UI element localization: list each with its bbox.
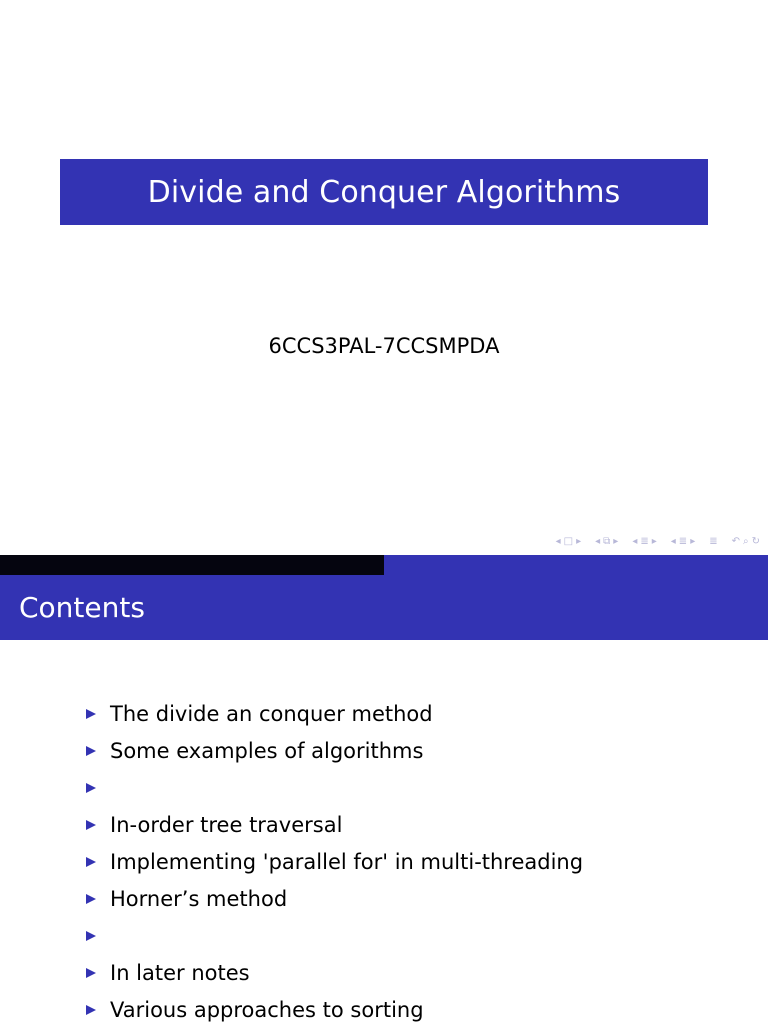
arrow-left-icon[interactable]: ◂ — [632, 536, 638, 547]
list-item — [86, 806, 583, 843]
list-item — [86, 769, 583, 806]
list-item-text: Some examples of algorithms — [110, 738, 424, 763]
list-item-text: Implementing 'parallel for' in multi-threading — [110, 849, 584, 874]
list-item — [86, 954, 583, 991]
triangle-bullet-icon — [86, 1005, 96, 1015]
frame-icon[interactable]: □ — [563, 536, 574, 547]
subsection-icon[interactable]: ⧉ — [603, 536, 611, 547]
triangle-bullet-icon — [86, 746, 96, 756]
title-box — [60, 159, 708, 225]
triangle-bullet-icon — [86, 968, 96, 978]
progress-bar-fill — [0, 555, 384, 575]
list-item — [86, 843, 583, 880]
contents-slide — [0, 555, 768, 1024]
triangle-bullet-icon — [86, 931, 96, 941]
arrow-left-icon[interactable]: ◂ — [555, 536, 561, 547]
course-code: 6CCS3PAL-7CCSMPDA — [268, 334, 500, 358]
list-item-text: Horner’s method — [110, 886, 288, 911]
frame-title-bar — [0, 575, 768, 640]
triangle-bullet-icon — [86, 783, 96, 793]
nav-subsection-group — [595, 534, 618, 550]
contents-list — [86, 695, 583, 1028]
arrow-left-icon[interactable]: ◂ — [595, 536, 601, 547]
list-item-text: The divide an conquer method — [110, 701, 433, 726]
beamer-navigation-bar — [556, 534, 760, 550]
list-item — [86, 880, 583, 917]
arrow-right-icon[interactable]: ▸ — [651, 536, 657, 547]
undo-icon[interactable]: ↶ — [731, 536, 740, 547]
arrow-right-icon[interactable]: ▸ — [576, 536, 582, 547]
triangle-bullet-icon — [86, 820, 96, 830]
arrow-right-icon[interactable]: ▸ — [613, 536, 619, 547]
progress-bar — [0, 555, 768, 575]
list-item — [86, 917, 583, 954]
search-icon[interactable]: ⌕ — [743, 536, 749, 547]
triangle-bullet-icon — [86, 857, 96, 867]
list-item — [86, 991, 583, 1028]
list-item-text: Various approaches to sorting — [110, 997, 424, 1022]
nav-align-group — [709, 534, 717, 550]
nav-section-group — [632, 534, 656, 550]
nav-frame-group — [556, 534, 582, 550]
arrow-right-icon[interactable]: ▸ — [690, 536, 696, 547]
redo-icon[interactable]: ↻ — [751, 536, 760, 547]
nav-history-group — [732, 534, 760, 550]
slide-title: Divide and Conquer Algorithms — [147, 174, 621, 210]
list-item-text: In later notes — [110, 960, 250, 985]
list-item — [86, 732, 583, 769]
list-item-text: In-order tree traversal — [110, 812, 343, 837]
align-icon[interactable]: ≣ — [709, 536, 718, 547]
nav-part-group — [671, 534, 695, 550]
triangle-bullet-icon — [86, 894, 96, 904]
arrow-left-icon[interactable]: ◂ — [670, 536, 676, 547]
list-item — [86, 695, 583, 732]
section-icon[interactable]: ≣ — [640, 536, 649, 547]
frame-title: Contents — [19, 591, 145, 624]
triangle-bullet-icon — [86, 709, 96, 719]
section-icon[interactable]: ≣ — [678, 536, 688, 547]
